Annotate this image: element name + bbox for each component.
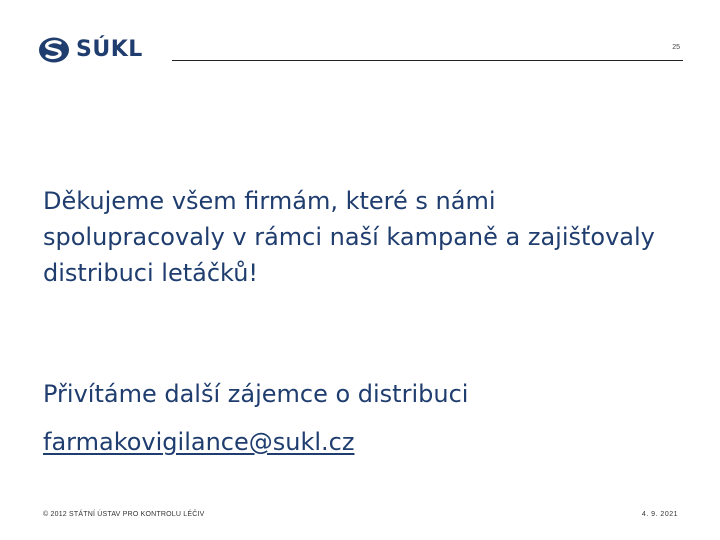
- invitation-text: Přivítáme další zájemce o distribuci: [43, 380, 469, 408]
- footer-copyright: © 2012 STÁTNÍ ÚSTAV PRO KONTROLU LÉČIV: [43, 511, 205, 518]
- sukl-logo: [38, 34, 143, 66]
- email-line: [43, 418, 683, 466]
- header-rule: [172, 60, 683, 61]
- invitation-block: [43, 370, 683, 466]
- thank-you-text: Děkujeme všem firmám, které s námi spolupracovaly v rámci naší kampaně a zajišťovaly distribuci letáčků!: [43, 187, 655, 287]
- page-number: 25: [672, 44, 680, 51]
- email-link[interactable]: farmakovigilance@sukl.cz: [43, 428, 355, 456]
- logo-text: SÚKL: [76, 37, 143, 62]
- footer-date: 4. 9. 2021: [641, 511, 678, 518]
- sukl-logo-icon: [38, 36, 70, 64]
